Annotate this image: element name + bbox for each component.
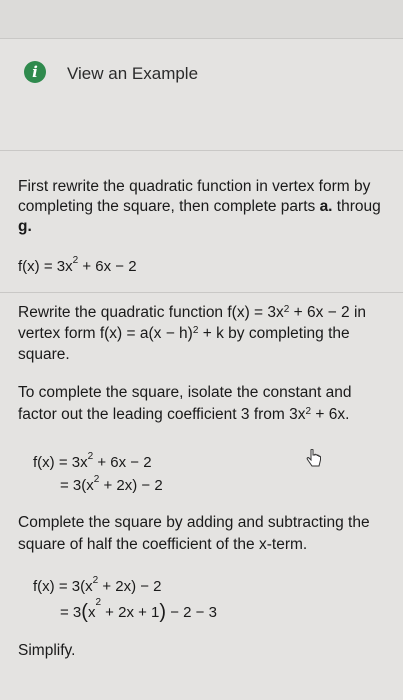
step2-line-a — [33, 575, 162, 595]
function-lhs: f(x) = 3x — [18, 258, 73, 275]
math-text: + 2x + 1 — [101, 604, 160, 621]
exponent: 2 — [72, 255, 79, 266]
math-text: + 6x − 2 — [93, 454, 152, 471]
function-rhs: + 6x − 2 — [78, 258, 137, 275]
rewrite-line-2 — [18, 323, 350, 344]
math-text: = 3(x — [60, 477, 94, 494]
info-icon[interactable]: i — [24, 61, 46, 83]
rewrite-text: Rewrite the quadratic function f(x) = 3x — [18, 304, 284, 321]
part-g-label: g. — [18, 218, 32, 235]
add-subtract-line-2: square of half the coefficient of the x-term. — [18, 536, 308, 553]
exponent: 2 — [87, 451, 94, 462]
big-paren: ) — [159, 601, 167, 623]
exponent: 2 — [192, 325, 199, 336]
step2-line-b — [60, 597, 217, 623]
intro-text: throug — [332, 198, 381, 215]
rewrite-text: + 6x − 2 in — [289, 304, 367, 321]
top-band — [0, 0, 403, 38]
divider — [0, 292, 403, 293]
rewrite-text: vertex form f(x) = a(x − h) — [18, 325, 193, 342]
complete-square-text: + 6x. — [311, 406, 350, 423]
exponent: 2 — [93, 474, 100, 485]
exponent: 2 — [92, 575, 99, 586]
exponent: 2 — [283, 304, 290, 315]
intro-text: completing the square, then complete parts — [18, 198, 320, 215]
exponent: 2 — [305, 406, 312, 417]
add-subtract-line-1: Complete the square by adding and subtracting the — [18, 514, 370, 531]
rewrite-text: + k by completing the — [198, 325, 350, 342]
math-text: + 2x) − 2 — [99, 477, 163, 494]
divider — [0, 150, 403, 151]
math-text: + 2x) − 2 — [98, 578, 162, 595]
exponent: 2 — [95, 597, 102, 608]
view-example-link[interactable]: View an Example — [67, 64, 199, 83]
math-text: f(x) = 3x — [33, 454, 88, 471]
step1-line-a — [33, 451, 152, 471]
simplify-label: Simplify. — [18, 642, 76, 659]
example-bar[interactable] — [0, 38, 403, 110]
hand-cursor-icon — [305, 449, 323, 469]
step1-line-b — [60, 474, 163, 494]
function-definition — [18, 255, 137, 275]
math-text: x — [87, 604, 96, 621]
rewrite-line-3: square. — [18, 346, 70, 363]
complete-square-line-1: To complete the square, isolate the constant and — [18, 384, 352, 401]
intro-line-1: First rewrite the quadratic function in vertex form by — [18, 178, 371, 195]
math-text: = 3 — [60, 604, 82, 621]
complete-square-text: factor out the leading coefficient 3 from 3x — [18, 406, 306, 423]
math-text: f(x) = 3(x — [33, 578, 93, 595]
complete-square-line-2 — [18, 404, 349, 425]
rewrite-line-1 — [18, 302, 366, 323]
math-text: − 2 − 3 — [166, 604, 217, 621]
part-a-label: a. — [319, 198, 333, 215]
intro-line-2 — [18, 196, 381, 217]
big-paren: ( — [81, 601, 88, 623]
